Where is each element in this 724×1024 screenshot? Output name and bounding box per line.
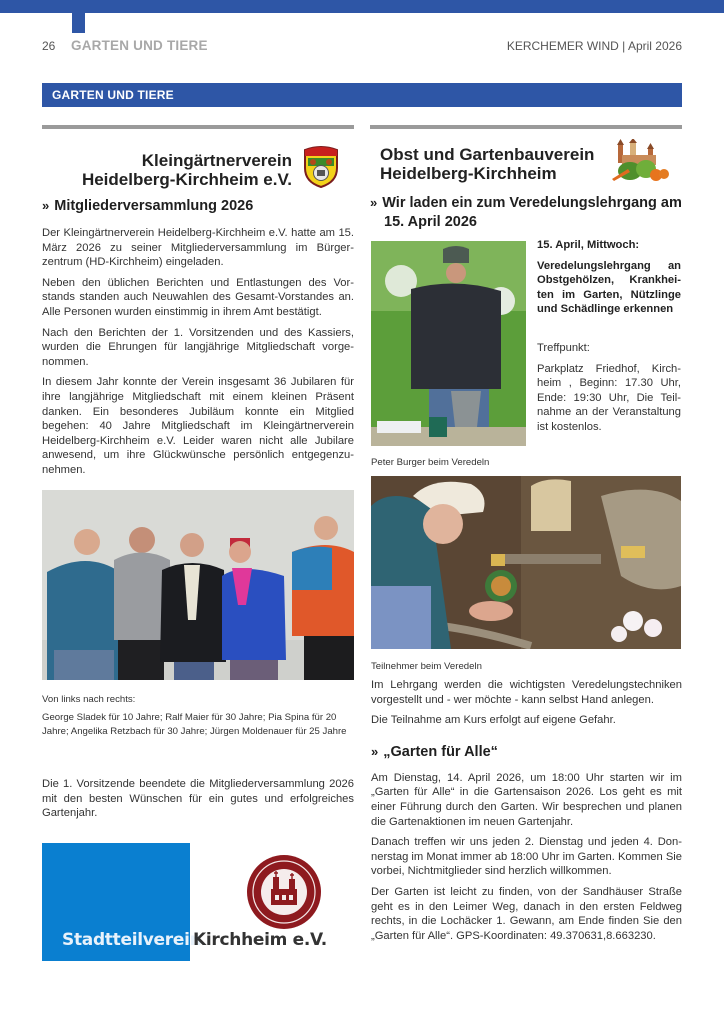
org-name (380, 145, 594, 183)
event-date: 15. April, Mittwoch: (537, 239, 640, 251)
caption-names: George Sladek für 10 Jahre; Ralf Maier für 30 Jahre; Pia Spina für 20 Jahre; Angelika Retzbach für 30 Jahre; Jürgen Moldenauer für 25 Jahre (42, 712, 347, 738)
event-details (537, 238, 681, 435)
right-lower-text (371, 660, 682, 949)
sponsor-logo-word-1: Stadtteilverein (62, 930, 202, 950)
course-text (371, 678, 682, 728)
org-name-line-2: Heidelberg-Kirchheim e.V. (81, 170, 292, 189)
headline-text: Mitgliederversammlung 2026 (54, 198, 254, 214)
paragraph: Danach treffen wir uns jeden 2. Dienstag und jeden 4. Donnerstag im Monat immer ab 18:00 Uhr im Garten. Kommen Sie vorbei, Nichtmitglieder sind herzlich willkommen. (371, 836, 682, 878)
meeting-text: Parkplatz Friedhof, Kirchheim , Beginn: 17.30 Uhr, Ende: 19:30 Uhr, Die Teilnahme an der Veranstaltung ist kostenlos. (537, 362, 681, 433)
running-head (42, 38, 682, 56)
meeting-label: Treffpunkt: (537, 341, 590, 354)
village-vegetables-icon (608, 139, 670, 183)
org-name-line-2: Heidelberg-Kirchheim (380, 164, 557, 183)
church-seal-icon (245, 853, 323, 931)
left-article (42, 125, 354, 484)
paragraph: Nach den Berichten der 1. Vorsitzenden und des Kassiers, wurden die Ehrungen für langjährige Mitgliedschaft vorgenommen. (42, 326, 354, 368)
running-section-title: GARTEN UND TIERE (71, 38, 208, 53)
peter-burger-photo (371, 241, 526, 446)
top-color-bar (0, 0, 724, 13)
paragraph: Die Teilnahme am Kurs erfolgt auf eigene Gefahr. (371, 714, 616, 727)
headline-text: „Garten für Alle“ (383, 743, 498, 760)
org-header (42, 129, 354, 187)
article-headline-2 (371, 742, 682, 762)
top-color-tab (72, 13, 85, 33)
article-headline (42, 196, 354, 216)
paragraph: In diesem Jahr konnte der Verein insgesamt 36 Jubilaren für ihre langjährige Mitgliedschaft mit einem kleinen Präsent danken. Ein besonderes Jubiläum konnte ein Mitglied begehen: 40 Jahre Mitgliedschaft im Kleingärtnerverein Heidelberg-Kirchheim e.V. Leider waren nicht alle Jubilare anwesend, um ihre Glückwünsche persönlich entgegenzunehmen. (42, 376, 354, 476)
closing-paragraph (42, 777, 354, 827)
section-bar: GARTEN UND TIERE (42, 83, 682, 107)
org-name-line-1: Kleingärtnerverein (141, 151, 292, 170)
paragraph: Der Kleingärtnerverein Heidelberg-Kirchheim e.V. hatte am 15. März 2026 zu seiner Mitgliederversammlung im Bürgerzentrum (HD-Kirchheim) eingeladen. (42, 227, 354, 269)
headline-marker: » (370, 195, 378, 210)
paragraph: Am Dienstag, 14. April 2026, um 18:00 Uhr starten wir im „Garten für Alle“ in die Gartensaison 2026. Los geht es mit einer Führung durch den Garten. Wir besprechen und planen die Gartenaktionen im neuen Gartenjahr. (371, 771, 682, 828)
group-photo (42, 490, 354, 680)
grafting-photo (371, 476, 681, 649)
article-headline (370, 193, 682, 232)
org-name (82, 151, 292, 189)
paragraph: Im Lehrgang werden die wichtigsten Veredelungstechniken vorgestellt und - wer möchte - kann selbst Hand anlegen. (371, 679, 682, 706)
paragraph: Neben den üblichen Berichten und Entlastungen des Vorstands standen auch Neuwahlen des Gesamt-Vorstandes an. Alle Personen wurden einstimmig in ihrem Amt bestätigt. (42, 276, 354, 318)
headline-marker: » (42, 198, 50, 213)
paragraph: Die 1. Vorsitzende beendete die Mitgliederversammlung 2026 mit den besten Wünschen für ein gutes und erfolgreiches Gartenjahr. (42, 778, 354, 820)
right-article (370, 125, 682, 232)
magazine-issue: KERCHEMER WIND | April 2026 (506, 39, 682, 53)
page-number: 26 (42, 39, 56, 53)
photo-caption-2: Teilnehmer beim Veredeln (371, 661, 482, 672)
caption-intro: Von links nach rechts: (42, 694, 136, 705)
photo-caption-1: Peter Burger beim Veredeln (371, 457, 490, 468)
paragraph: Der Garten ist leicht zu finden, von der Sandhäuser Straße geht es in den Leimer Weg, danach in den ersten Feldweg rechts, in die Lochäcker 1. Gewann, am Ende finden Sie den „Garten für Alle“. GPS-Koordinaten: 49.370631,8.663230. (371, 885, 682, 942)
org-header (370, 129, 682, 187)
article-body (42, 226, 354, 478)
club-crest-icon (302, 144, 340, 188)
headline-text: Wir laden ein zum Veredelungslehrgang am 15. April 2026 (382, 195, 682, 230)
event-topic: Veredelungslehrgang an Obstgehölzen, Krankheiten im Garten, Nützlinge und Schädlinge erkennen (537, 259, 681, 316)
garden-text (371, 771, 682, 944)
sponsor-logo-word-2: Kirchheim e.V. (193, 930, 327, 950)
headline-marker: » (371, 743, 379, 759)
photo-caption (42, 693, 354, 740)
org-name-line-1: Obst und Gartenbauverein (380, 145, 595, 164)
